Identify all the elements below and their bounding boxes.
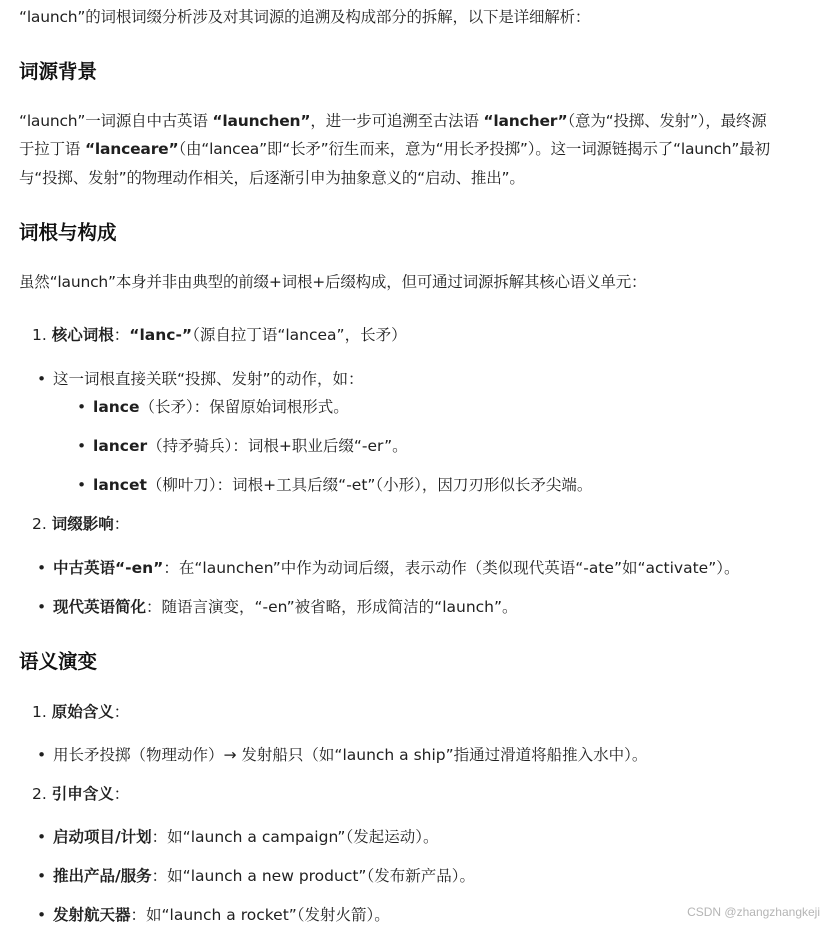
etymology-line-1: “launch”一词源自中古英语 “launchen”，进一步可追溯至古法语 “lancher”（意为“投掷、发射”），最终源 — [19, 112, 767, 130]
list-item-affix: 2. 词缀影响： — [32, 515, 130, 533]
structure-intro: 虽然“launch”本身并非由典型的前缀+词根+后缀构成，但可通过词源拆解其核心语义单元： — [19, 273, 647, 291]
heading-semantic-evolution: 语义演变 — [19, 650, 98, 673]
list-item-core-root: 1. 核心词根：“lanc-”（源自拉丁语“lancea”，长矛） — [32, 326, 407, 344]
list-item: • 现代英语简化：随语言演变，“-en”被省略，形成简洁的“launch”。 — [53, 597, 518, 617]
list-item: • 发射航天器：如“launch a rocket”（发射火箭）。 — [53, 905, 390, 925]
list-item: • 中古英语“-en”：在“launchen”中作为动词后缀，表示动作（类似现代英语“-ate”如“activate”）。 — [53, 558, 740, 578]
heading-root-structure: 词根与构成 — [19, 221, 117, 244]
heading-etymology: 词源背景 — [19, 60, 98, 83]
etymology-line-2: 于拉丁语 “lanceare”（由“lancea”即“长矛”衍生而来，意为“用长矛投掷”）。这一词源链揭示了“launch”最初 — [19, 140, 770, 158]
list-item: • 用长矛投掷（物理动作）→ 发射船只（如“launch a ship”指通过滑道将船推入水中）。 — [53, 745, 647, 765]
etymology-line-3: 与“投掷、发射”的物理动作相关，后逐渐引申为抽象意义的“启动、推出”。 — [19, 169, 525, 187]
list-item: • 这一词根直接关联“投掷、发射”的动作，如： — [53, 369, 364, 389]
list-item: • lancet（柳叶刀）：词根+工具后缀“-et”（小形），因刀刃形似长矛尖端。 — [93, 475, 592, 495]
list-item: • 启动项目/计划：如“launch a campaign”（发起运动）。 — [53, 827, 438, 847]
list-item: • lance（长矛）：保留原始词根形式。 — [93, 397, 349, 417]
list-item: • 推出产品/服务：如“launch a new product”（发布新产品）。 — [53, 866, 475, 886]
list-item-extended-meaning: 2. 引申含义： — [32, 785, 130, 803]
list-item-original-meaning: 1. 原始含义： — [32, 703, 130, 721]
watermark: CSDN @zhangzhangkeji — [687, 905, 820, 919]
intro-text: “launch”的词根词缀分析涉及对其词源的追溯及构成部分的拆解，以下是详细解析： — [19, 8, 591, 26]
list-item: • lancer（持矛骑兵）：词根+职业后缀“-er”。 — [93, 436, 408, 456]
